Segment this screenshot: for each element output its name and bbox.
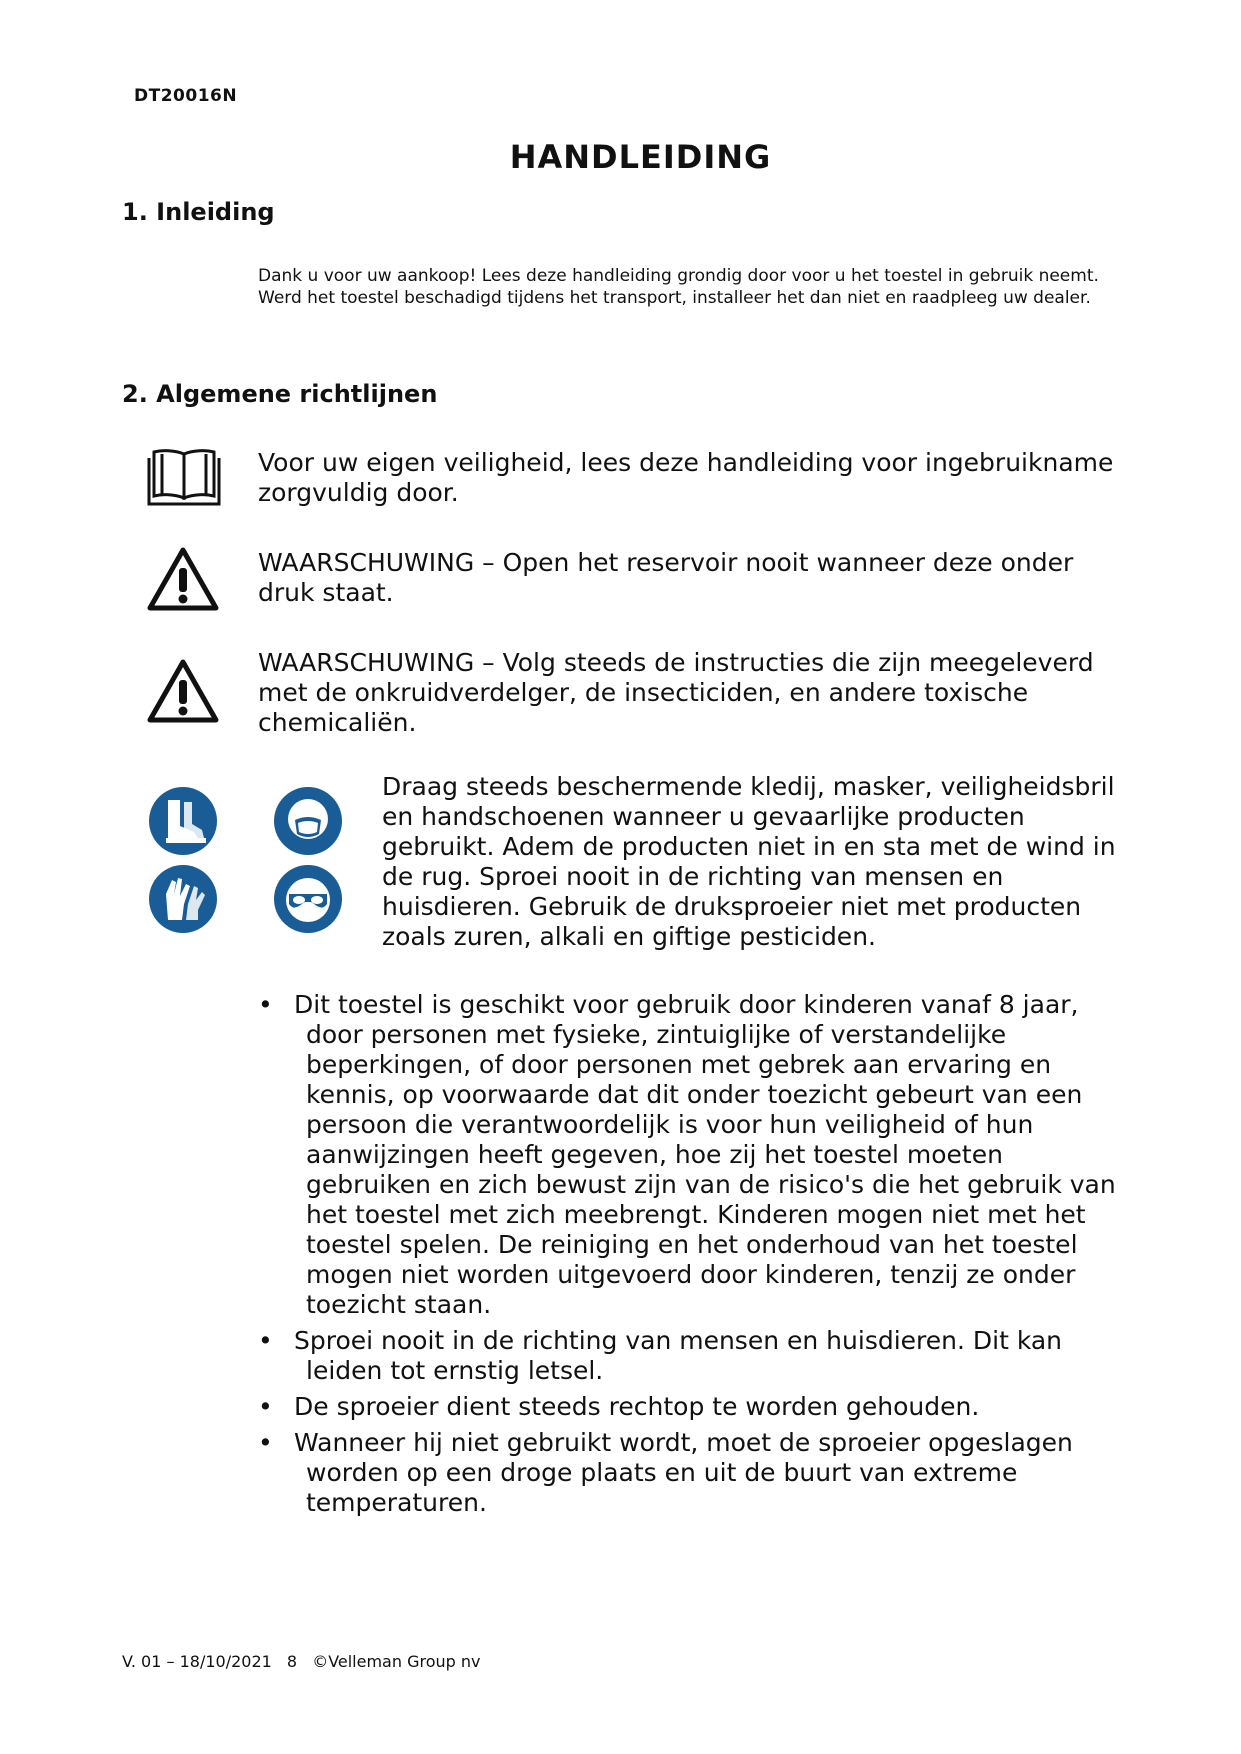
- guidelines-list: [252, 990, 1132, 1524]
- footer-page-number: 8: [286, 1652, 298, 1671]
- read-manual-icon: [146, 446, 222, 508]
- page-title: HANDLEIDING: [509, 138, 772, 176]
- symbol-text-manual: Voor uw eigen veiligheid, lees deze handleiding voor ingebruikname zorgvuldig door.: [258, 448, 1114, 507]
- list-item: • De sproeier dient steeds rechtop te worden gehouden.: [252, 1392, 1132, 1422]
- footer-version: V. 01 – 18/10/2021: [122, 1652, 272, 1671]
- list-item: • Wanneer hij niet gebruikt wordt, moet de sproeier opgeslagen worden op een droge plaats en uit de buurt van extreme temperaturen.: [252, 1428, 1132, 1518]
- section-heading-intro: 1. Inleiding: [122, 198, 275, 226]
- list-item: • Dit toestel is geschikt voor gebruik door kinderen vanaf 8 jaar, door personen met fysieke, zintuiglijke of verstandelijke beperkingen, of door personen met gebrek aan ervaring en kennis, op voorwaarde dat dit onder toezicht gebeurt van een persoon die verantwoordelijk is voor hun veiligheid of hun aanwijzingen heeft gegeven, hoe zij het toestel moeten gebruiken en zich bewust zijn van de risico's die het gebruik van het toestel met zich meebrengt. Kinderen mogen niet met het toestel spelen. De reiniging en het onderhoud van het toestel mogen niet worden uitgevoerd door kinderen, tenzij ze onder toezicht staan.: [252, 990, 1132, 1320]
- ppe-text: Draag steeds beschermende kledij, masker, veiligheidsbril en handschoenen wanneer u gevaarlijke producten gebruikt. Adem de producten niet in en sta met de wind in de rug. Sproei nooit in de richting van mensen en huisdieren. Gebruik de druksproeier niet met producten zoals zuren, alkali en giftige pesticiden.: [382, 772, 1116, 951]
- intro-paragraph: Dank u voor uw aankoop! Lees deze handleiding grondig door voor u het toestel in gebruik neemt. Werd het toestel beschadigd tijdens het transport, installeer het dan niet en raadpleeg uw dealer.: [258, 266, 1099, 308]
- symbol-text-chemicals-warning: WAARSCHUWING – Volg steeds de instructies die zijn meegeleverd met de onkruidverdelger, de insecticiden, en andere toxische chemicaliën.: [258, 648, 1094, 737]
- face-mask-icon: [273, 786, 343, 856]
- safety-boots-icon: [148, 786, 218, 856]
- page-footer: [122, 1652, 491, 1671]
- warning-icon: [146, 658, 220, 724]
- symbol-text-pressure-warning: WAARSCHUWING – Open het reservoir nooit wanneer deze onder druk staat.: [258, 548, 1074, 607]
- protective-gloves-icon: [148, 864, 218, 934]
- warning-icon: [146, 546, 220, 612]
- safety-goggles-icon: [273, 864, 343, 934]
- section-heading-guidelines: 2. Algemene richtlijnen: [122, 380, 438, 408]
- list-item: • Sproei nooit in de richting van mensen en huisdieren. Dit kan leiden tot ernstig letsel.: [252, 1326, 1132, 1386]
- footer-copyright: ©Velleman Group nv: [312, 1652, 481, 1671]
- document-code: DT20016N: [134, 86, 238, 106]
